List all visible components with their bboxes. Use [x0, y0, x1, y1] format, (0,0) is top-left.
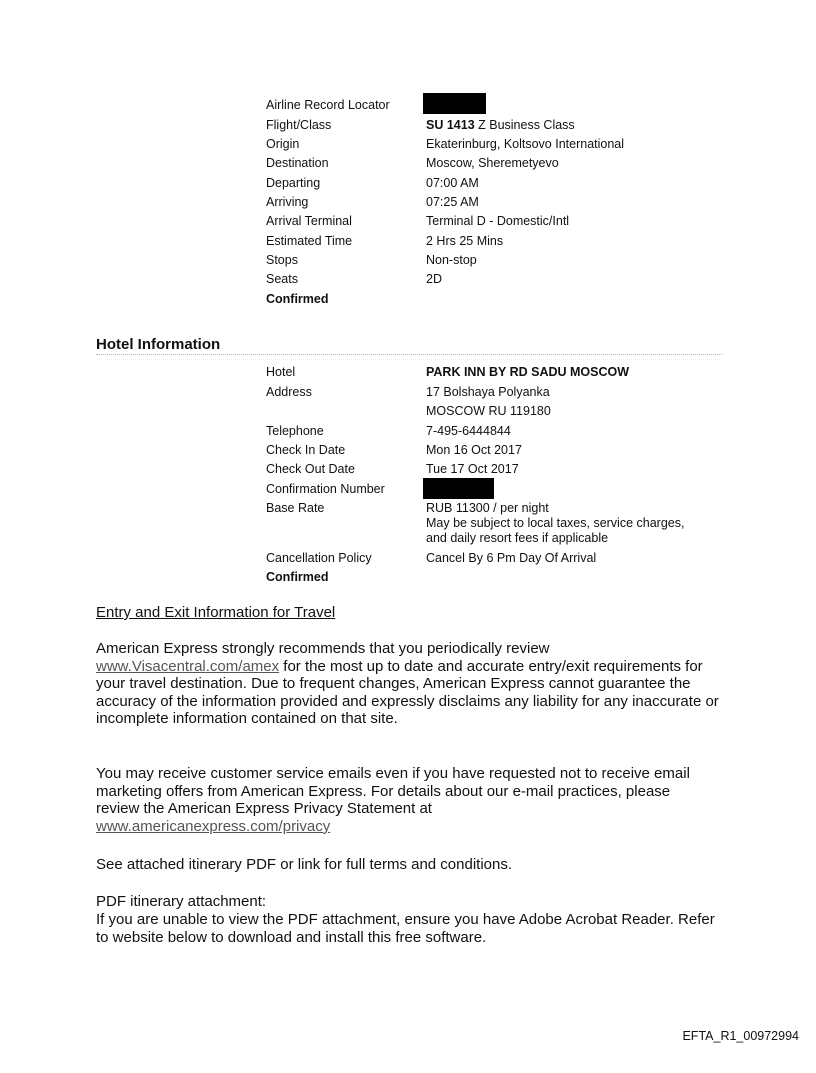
origin-value: Ekaterinburg, Koltsovo International: [426, 137, 625, 151]
stops-label: Stops: [266, 253, 298, 267]
estimated-time-value: 2 Hrs 25 Mins: [426, 234, 504, 248]
destination-label: Destination: [266, 156, 329, 170]
hotel-label: Hotel: [266, 365, 296, 379]
entry-exit-text-start: American Express strongly recommends that you periodically review: [96, 640, 550, 657]
privacy-link[interactable]: www.americanexpress.com/privacy: [96, 817, 331, 835]
check-out-label: Check Out Date: [266, 462, 355, 476]
check-out-value: Tue 17 Oct 2017: [426, 462, 519, 476]
pdf-attachment-text: If you are unable to view the PDF attachment, ensure you have Adobe Acrobat Reader. Refer to website below to download and install this free software.: [96, 911, 715, 946]
entry-exit-text-end: for the most up to date and accurate entry/exit requirements for your travel destination. Due to frequent changes, American Express cannot guarantee the accuracy of the information provided and expressly disclaims any liability for any inaccurate or incomplete information contained on that site.: [96, 657, 719, 727]
stops-value: Non-stop: [426, 253, 477, 267]
confirmation-number-redaction: [423, 478, 494, 499]
estimated-time-label: Estimated Time: [266, 234, 353, 248]
base-rate-label: Base Rate: [266, 501, 325, 515]
base-rate-value: RUB 11300 / per night: [426, 501, 549, 515]
arrival-terminal-label: Arrival Terminal: [266, 214, 352, 228]
arrival-terminal-value: Terminal D - Domestic/Intl: [426, 214, 570, 228]
entry-exit-paragraph: [96, 640, 726, 728]
address-label: Address: [266, 385, 312, 399]
flight-class: Z Business Class: [474, 118, 575, 132]
hotel-section-title: Hotel Information: [96, 336, 221, 353]
base-rate-note1: May be subject to local taxes, service charges,: [426, 516, 685, 530]
privacy-paragraph: [96, 765, 714, 835]
departing-value: 07:00 AM: [426, 176, 479, 190]
check-in-label: Check In Date: [266, 443, 346, 457]
record-locator-redaction: [423, 93, 486, 114]
address-line2: MOSCOW RU 119180: [426, 404, 551, 418]
record-locator-label: Airline Record Locator: [266, 98, 390, 112]
section-divider: [96, 354, 722, 355]
cancellation-policy-value: Cancel By 6 Pm Day Of Arrival: [426, 551, 597, 565]
visacentral-link[interactable]: www.Visacentral.com/amex: [96, 657, 280, 675]
check-in-value: Mon 16 Oct 2017: [426, 443, 522, 457]
telephone-label: Telephone: [266, 424, 324, 438]
pdf-attachment-heading: PDF itinerary attachment:: [96, 893, 267, 910]
flight-class-label: Flight/Class: [266, 118, 332, 132]
confirmation-number-label: Confirmation Number: [266, 482, 385, 496]
terms-text: See attached itinerary PDF or link for full terms and conditions.: [96, 856, 513, 873]
flight-class-value: [426, 118, 575, 133]
hotel-status: Confirmed: [266, 570, 329, 584]
seats-label: Seats: [266, 272, 298, 286]
arriving-label: Arriving: [266, 195, 309, 209]
hotel-name: PARK INN BY RD SADU MOSCOW: [426, 365, 630, 379]
flight-status: Confirmed: [266, 292, 329, 306]
departing-label: Departing: [266, 176, 321, 190]
telephone-value: 7-495-6444844: [426, 424, 511, 438]
address-line1: 17 Bolshaya Polyanka: [426, 385, 550, 399]
origin-label: Origin: [266, 137, 300, 151]
cancellation-policy-label: Cancellation Policy: [266, 551, 372, 565]
privacy-text: You may receive customer service emails even if you have requested not to receive email marketing offers from American Express. For details about our e-mail practices, please review the American Express Privacy Statement at: [96, 765, 690, 817]
base-rate-note2: and daily resort fees if applicable: [426, 531, 609, 545]
arriving-value: 07:25 AM: [426, 195, 479, 209]
entry-exit-heading: Entry and Exit Information for Travel: [96, 604, 336, 621]
seats-value: 2D: [426, 272, 442, 286]
destination-value: Moscow, Sheremetyevo: [426, 156, 559, 170]
document-id: EFTA_R1_00972994: [682, 1029, 799, 1043]
flight-number: SU 1413: [426, 118, 475, 132]
